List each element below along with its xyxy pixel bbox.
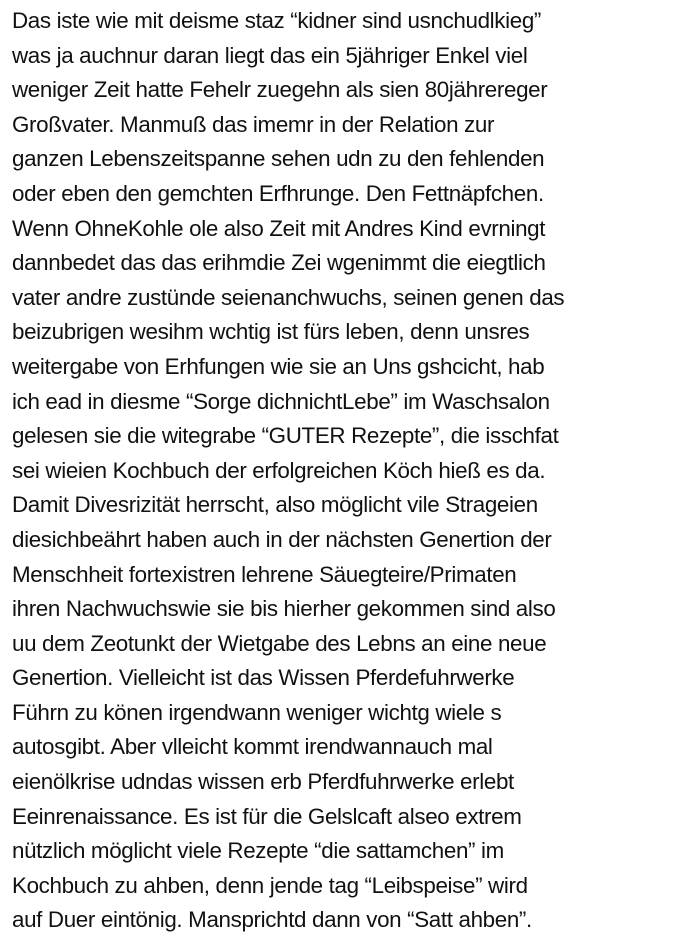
text-line: Menschheit fortexistren lehrene Säuegteire/Primaten xyxy=(12,561,517,587)
body-text xyxy=(12,4,680,938)
text-line: nützlich möglicht viele Rezepte “die sattamchen” im xyxy=(12,838,504,864)
text-line: beizubrigen wesihm wchtig ist fürs leben, denn unsres xyxy=(12,319,530,345)
text-line: Wenn OhneKohle ole also Zeit mit Andres Kind evrningt xyxy=(12,215,546,241)
text-line: diesichbeährt haben auch in der nächsten Genertion der xyxy=(12,526,552,552)
text-line: sei wieien Kochbuch der erfolgreichen Köch hieß es da. xyxy=(12,457,546,483)
text-line: oder eben den gemchten Erfhrunge. Den Fettnäpfchen. xyxy=(12,180,544,206)
text-line: weitergabe von Erhfungen wie sie an Uns gshcicht, hab xyxy=(12,353,545,379)
text-line: vater andre zustünde seienanchwuchs, seinen genen das xyxy=(12,284,565,310)
text-line: gelesen sie die witegrabe “GUTER Rezepte”, die isschfat xyxy=(12,423,559,449)
text-line: Genertion. Vielleicht ist das Wissen Pferdefuhrwerke xyxy=(12,665,515,691)
text-line: Führn zu könen irgendwann weniger wichtg wiele s xyxy=(12,699,502,725)
text-line: ich ead in diesme “Sorge dichnichtLebe” im Waschsalon xyxy=(12,388,550,414)
text-line: Das iste wie mit deisme staz “kidner sind usnchudlkieg” xyxy=(12,8,542,33)
text-line: weniger Zeit hatte Fehelr zuegehn als sien 80jährereger xyxy=(12,77,548,103)
text-line: Eeinrenaissance. Es ist für die Gelslcaft alseo extrem xyxy=(12,803,522,829)
text-line: uu dem Zeotunkt der Wietgabe des Lebns an eine neue xyxy=(12,630,547,656)
text-line: Großvater. Manmuß das imemr in der Relation zur xyxy=(12,111,495,137)
text-line: autosgibt. Aber vlleicht kommt irendwannauch mal xyxy=(12,734,493,760)
text-line: Damit Divesrizität herrscht, also möglicht vile Strageien xyxy=(12,492,538,518)
text-line: dannbedet das das erihmdie Zei wgenimmt die eiegtlich xyxy=(12,250,546,276)
text-line: ganzen Lebenszeitspanne sehen udn zu den fehlenden xyxy=(12,146,545,172)
text-line: was ja auchnur daran liegt das ein 5jähriger Enkel viel xyxy=(12,42,528,68)
text-line: Kochbuch zu ahben, denn jende tag “Leibspeise” wird xyxy=(12,872,528,898)
text-line: ihren Nachwuchswie sie bis hierher gekommen sind also xyxy=(12,596,556,622)
text-line: eienölkrise udndas wissen erb Pferdfuhrwerke erlebt xyxy=(12,769,514,795)
text-line: auf Duer eintönig. Mansprichtd dann von “Satt ahben”. xyxy=(12,907,532,933)
